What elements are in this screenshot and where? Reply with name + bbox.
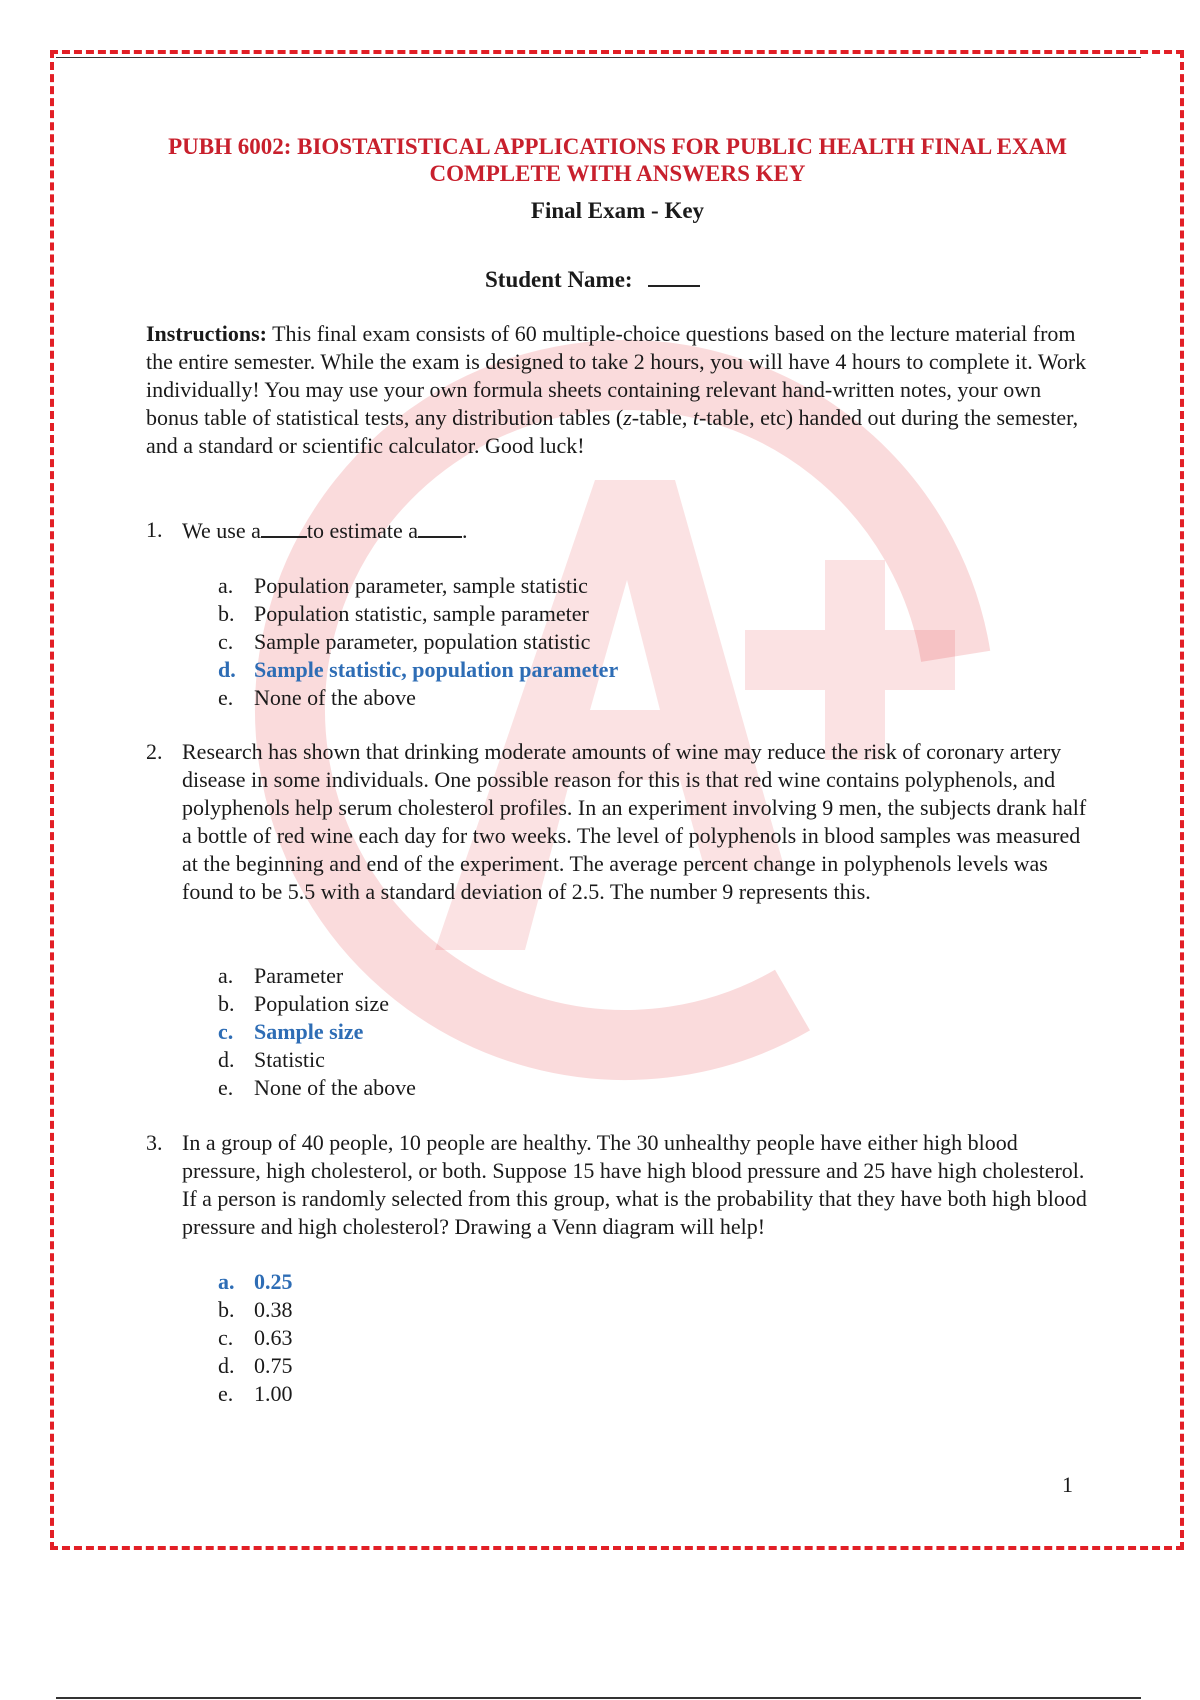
instructions-text-3: -table, etc) handed out during the semester, and a standard or scientific calculator. Good luck! — [146, 405, 1079, 458]
option-correct-answer — [218, 656, 618, 684]
option-text: 0.25 — [254, 1269, 293, 1294]
student-name-label: Student Name: — [485, 267, 633, 292]
option-text: None of the above — [254, 1075, 416, 1100]
option — [218, 1296, 293, 1324]
option — [218, 1046, 416, 1074]
option-correct-answer — [218, 1268, 293, 1296]
option-text: Population parameter, sample statistic — [254, 573, 588, 598]
instructions-text-1: This final exam consists of 60 multiple-choice questions based on the lecture material from the entire semester. While the exam is designed to take 2 hours, you will have 4 hours to complete it. Work individually! You may use your own formula sheets containing relevant hand-written notes, your own bonus table of statistical tests, any distribution tables ( — [146, 321, 1087, 430]
question-1 — [146, 516, 1091, 545]
question-number: 3. — [146, 1130, 163, 1155]
question-text-part: . — [462, 518, 468, 543]
option-letter: a. — [218, 963, 234, 988]
option-text: 0.75 — [254, 1353, 293, 1378]
instructions-lead: Instructions: — [146, 321, 268, 346]
instructions-text-2: -table, — [631, 405, 693, 430]
instructions — [146, 320, 1091, 460]
option — [218, 990, 416, 1018]
option-letter: b. — [218, 1297, 235, 1322]
option-letter: d. — [218, 657, 236, 682]
question-text-part: We use a — [182, 518, 261, 543]
option — [218, 962, 416, 990]
option — [218, 1074, 416, 1102]
bottom-rule — [56, 1697, 1141, 1699]
question-text — [182, 516, 1091, 545]
option-letter: c. — [218, 629, 234, 654]
question-2-options — [218, 962, 416, 1102]
option-text: 0.38 — [254, 1297, 293, 1322]
option — [218, 572, 618, 600]
document-title — [100, 133, 1135, 187]
option-letter: d. — [218, 1353, 235, 1378]
title-line-2: COMPLETE WITH ANSWERS KEY — [429, 161, 806, 186]
title-line-1: PUBH 6002: BIOSTATISTICAL APPLICATIONS FOR PUBLIC HEALTH FINAL EXAM — [168, 134, 1067, 159]
option-letter: e. — [218, 1381, 234, 1406]
option-text: Population statistic, sample parameter — [254, 601, 589, 626]
question-3 — [146, 1129, 1091, 1241]
question-text: In a group of 40 people, 10 people are healthy. The 30 unhealthy people have either high blood pressure, high cholesterol, or both. Suppose 15 have high blood pressure and 25 have high cholesterol. If a person is randomly selected from this group, what is the probability that they have both high blood pressure and high cholesterol? Drawing a Venn diagram will help! — [182, 1130, 1087, 1239]
option-text: Parameter — [254, 963, 344, 988]
option-text: Sample statistic, population parameter — [254, 657, 619, 682]
option-letter: b. — [218, 601, 235, 626]
option-letter: b. — [218, 991, 235, 1016]
option — [218, 628, 618, 656]
exam-subtitle: Final Exam - Key — [530, 198, 705, 223]
question-text-part: to estimate a — [306, 518, 419, 543]
option-text: None of the above — [254, 685, 416, 710]
answer-blank — [418, 516, 462, 538]
option — [218, 684, 618, 712]
question-1-options — [218, 572, 618, 712]
question-number: 2. — [146, 739, 163, 764]
option-letter: d. — [218, 1047, 235, 1072]
option-text: 0.63 — [254, 1325, 293, 1350]
option-text: Sample size — [254, 1019, 364, 1044]
option-text: Statistic — [254, 1047, 325, 1072]
option-letter: c. — [218, 1325, 234, 1350]
option-letter: c. — [218, 1019, 234, 1044]
option-text: 1.00 — [254, 1381, 293, 1406]
option-correct-answer — [218, 1018, 416, 1046]
question-number: 1. — [146, 517, 163, 542]
option-letter: a. — [218, 1269, 235, 1294]
question-2 — [146, 738, 1091, 906]
option — [218, 600, 618, 628]
option-text: Sample parameter, population statistic — [254, 629, 591, 654]
instructions-t: t — [692, 405, 699, 430]
instructions-z: z — [623, 405, 632, 430]
student-name-blank — [648, 265, 700, 287]
student-name-field — [485, 265, 700, 293]
option-letter: e. — [218, 1075, 234, 1100]
question-3-options — [218, 1268, 293, 1408]
option — [218, 1352, 293, 1380]
option-letter: a. — [218, 573, 234, 598]
option-letter: e. — [218, 685, 234, 710]
option — [218, 1324, 293, 1352]
option — [218, 1380, 293, 1408]
option-text: Population size — [254, 991, 390, 1016]
page-number: 1 — [1062, 1472, 1073, 1497]
answer-blank — [261, 516, 307, 538]
question-text: Research has shown that drinking moderate amounts of wine may reduce the risk of coronary artery disease in some individuals. One possible reason for this is that red wine contains polyphenols, and polyphenols help serum cholesterol profiles. In an experiment involving 9 men, the subjects drank half a bottle of red wine each day for two weeks. The level of polyphenols in blood samples was measured at the beginning and end of the experiment. The average percent change in polyphenols levels was found to be 5.5 with a standard deviation of 2.5. The number 9 represents this. — [182, 739, 1087, 904]
